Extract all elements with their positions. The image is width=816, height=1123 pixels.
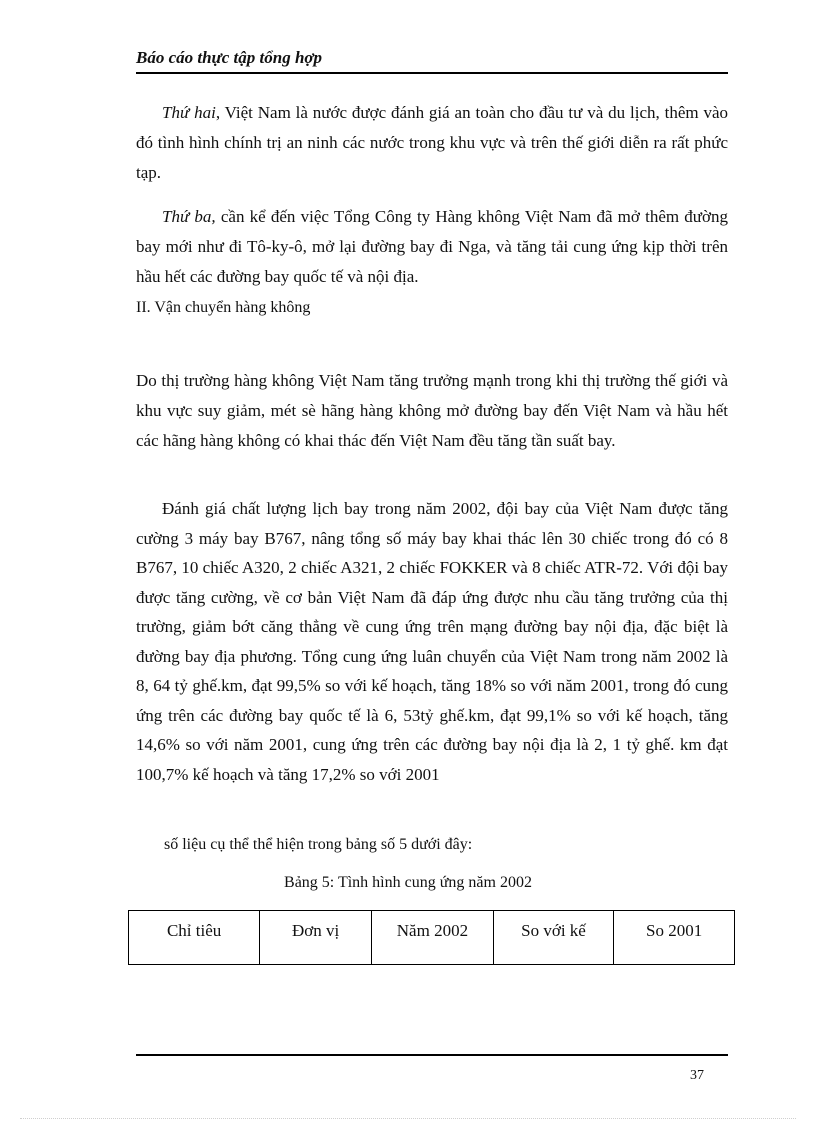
table-caption: Bảng 5: Tình hình cung ứng năm 2002 [284,874,532,891]
table-header-row [129,911,735,965]
paragraph-lead: Thứ ba, [162,207,216,226]
report-header-title: Báo cáo thực tập tổng hợp [136,48,323,67]
page-edge-marker [20,1118,796,1119]
paragraph-lead: Thứ hai [162,103,216,122]
supply-table [128,910,735,965]
paragraph-third-reason [136,202,728,292]
paragraph-table-intro: số liệu cụ thể thể hiện trong bảng số 5 dưới đây: [164,836,473,853]
footer-divider [136,1054,728,1056]
table-header-cell: So với kế [493,911,613,965]
page-number: 37 [690,1068,704,1083]
paragraph-second-reason [136,98,728,188]
table-header-cell: So 2001 [614,911,735,965]
table-header-cell: Năm 2002 [372,911,494,965]
section-heading: II. Vận chuyển hàng không [136,299,311,316]
table-header-cell: Chỉ tiêu [129,911,260,965]
paragraph-fleet-evaluation: Đánh giá chất lượng lịch bay trong năm 2002, đội bay của Việt Nam được tăng cường 3 máy bay B767, nâng tổng số máy bay khai thác lên 30 chiếc trong đó có 8 B767, 10 chiếc A320, 2 chiếc A321, 2 chiếc FOKKER và 8 chiếc ATR-72. Với đội bay được tăng cường, về cơ bản Việt Nam đã đáp ứng được nhu cầu tăng trưởng của thị trường, giảm bớt căng thẳng về cung ứng trên mạng đường bay nội địa, đặc biệt là đường bay địa phương. Tổng cung ứng luân chuyển của Việt Nam trong năm 2002 là 8, 64 tỷ ghế.km, đạt 99,5% so với kế hoạch, tăng 18% so với năm 2001, trong đó cung ứng trên các đường bay quốc tế là 6, 53tỷ ghế.km, đạt 99,1% so với kế hoạch, tăng 14,6% so với năm 2001, cung ứng trên các đường bay nội địa là 2, 1 tỷ ghế. km đạt 100,7% kế hoạch và tăng 17,2% so với 2001 [136,499,728,784]
table-header-cell: Đơn vị [260,911,372,965]
header-divider [136,72,728,74]
paragraph-body: , Việt Nam là nước được đánh giá an toàn cho đầu tư và du lịch, thêm vào đó tình hình chính trị an ninh các nước trong khu vực và trên thế giới diễn ra rất phức tạp. [136,103,729,182]
paragraph-body: cần kể đến việc Tổng Công ty Hàng không Việt Nam đã mở thêm đường bay mới như đi Tô-ky-ô, mở lại đường bay đi Nga, và tăng tải cung ứng kịp thời trên hầu hết các đường bay quốc tế và nội địa. [136,207,728,286]
paragraph-market-growth: Do thị trường hàng không Việt Nam tăng trưởng mạnh trong khi thị trường thế giới và khu vực suy giảm, mét sè hãng hàng không mở đường bay đến Việt Nam và hầu hết các hãng hàng không có khai thác đến Việt Nam đều tăng tần suất bay. [136,371,728,450]
